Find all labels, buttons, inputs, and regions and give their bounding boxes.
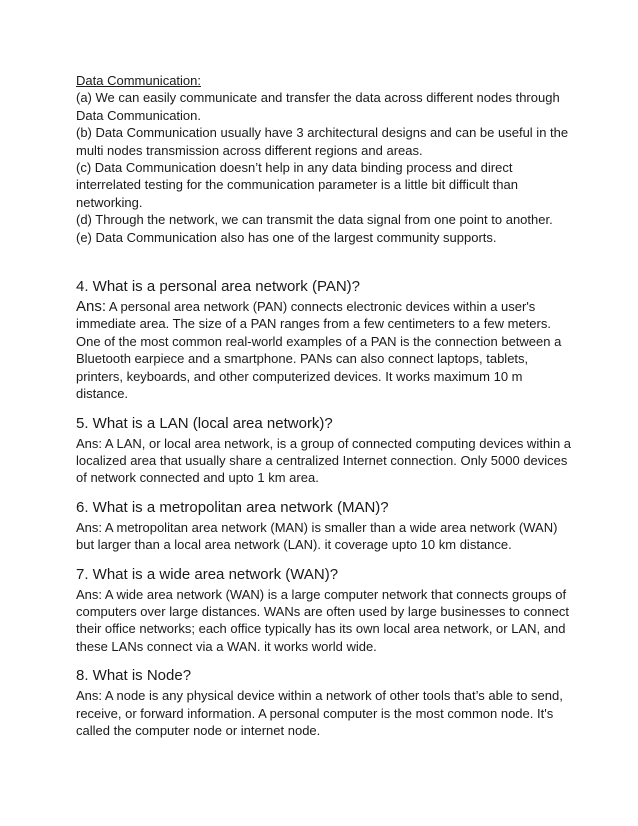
- answer-body: A personal area network (PAN) connects electronic devices within a user's immediate area. The size of a PAN ranges from a few centimeters to a few meters. One of the most common real-world examples of a PAN is the connection between a Bluetooth earpiece and a smartphone. PANs can also connect laptops, tablets, printers, keyboards, and other computerized devices. It works maximum 10 m distance.: [76, 299, 562, 402]
- answer-label: Ans:: [76, 688, 103, 704]
- question-title: 7. What is a wide area network (WAN)?: [76, 565, 339, 583]
- answer-text: [76, 586, 576, 656]
- question-man: [76, 499, 576, 554]
- question-title: 5. What is a LAN (local area network)?: [76, 414, 333, 432]
- question-node: [76, 667, 576, 739]
- question-title: 8. What is Node?: [76, 667, 192, 685]
- answer-text: [76, 298, 576, 402]
- data-comm-point-c: (c) Data Communication doesn’t help in any data binding process and direct interrelated testing for the communication parameter is a little bit difficult than networking.: [76, 160, 518, 210]
- answer-text: [76, 687, 576, 739]
- question-title: 4. What is a personal area network (PAN)?: [76, 278, 361, 296]
- data-communication-heading: Data Communication:: [76, 73, 201, 88]
- question-lan: [76, 415, 576, 487]
- data-comm-point-b: (b) Data Communication usually have 3 architectural designs and can be useful in the multi nodes transmission across different regions and areas.: [76, 125, 569, 158]
- section-gap: [76, 246, 576, 278]
- question-wan: [76, 566, 576, 656]
- data-comm-point-e: (e) Data Communication also has one of the largest community supports.: [76, 229, 497, 245]
- document-page: [76, 72, 576, 739]
- answer-body: A metropolitan area network (MAN) is smaller than a wide area network (WAN) but larger than a local area network (LAN). it coverage upto 10 km distance.: [76, 519, 558, 553]
- answer-body: A LAN, or local area network, is a group of connected computing devices within a localized area that usually share a centralized Internet connection. Only 5000 devices of network connected and upto 1 km area.: [76, 435, 572, 486]
- answer-body: A node is any physical device within a network of other tools that’s able to send, receive, or forward information. A personal computer is the most common node. It's called the computer node or internet node.: [76, 688, 563, 738]
- answer-label: Ans:: [76, 435, 103, 451]
- answer-text: [76, 519, 576, 554]
- question-pan: [76, 278, 576, 402]
- answer-label: Ans:: [76, 298, 107, 316]
- data-comm-point-a: (a) We can easily communicate and transfer the data across different nodes through Data Communication.: [76, 90, 560, 123]
- question-title: 6. What is a metropolitan area network (MAN)?: [76, 498, 389, 516]
- answer-label: Ans:: [76, 519, 103, 535]
- answer-label: Ans:: [76, 586, 103, 602]
- answer-body: A wide area network (WAN) is a large computer network that connects groups of computers over large distances. WANs are often used by large businesses to connect their office networks; each office typically has its own local area network, or LAN, and these LANs connect via a WAN. it works world wide.: [76, 586, 570, 654]
- answer-text: [76, 435, 576, 487]
- data-comm-point-d: (d) Through the network, we can transmit the data signal from one point to another.: [76, 212, 553, 228]
